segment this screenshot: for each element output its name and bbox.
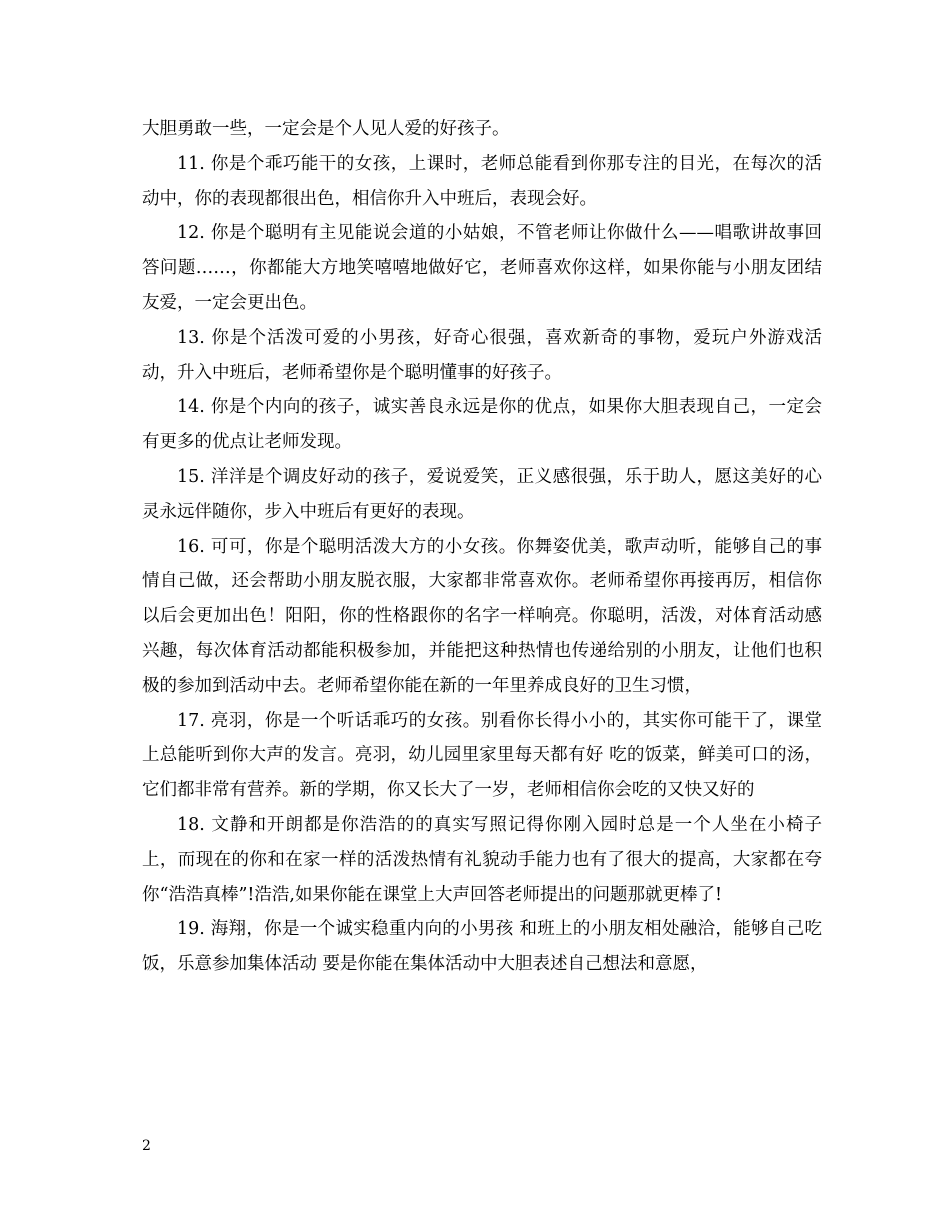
paragraph-item-19: 19. 海翔，你是一个诚实稳重内向的小男孩 和班上的小朋友相处融洽，能够自己吃饭，乐意参加集体活动 要是你能在集体活动中大胆表述自己想法和意愿， (142, 919, 822, 975)
paragraph-item-12: 12. 你是个聪明有主见能说会道的小姑娘，不管老师让你做什么——唱歌讲故事回答问题……，你都能大方地笑嘻嘻地做好它，老师喜欢你这样，如果你能与小朋友团结友爱，一定会更出色。 (142, 223, 822, 313)
paragraph-item-13: 13. 你是个活泼可爱的小男孩，好奇心很强，喜欢新奇的事物，爱玩户外游戏活动，升入中班后，老师希望你是个聪明懂事的好孩子。 (142, 327, 822, 383)
paragraph-item-17: 17. 亮羽，你是一个听话乖巧的女孩。别看你长得小小的，其实你可能干了，课堂上总能听到你大声的发言。亮羽，幼儿园里家里每天都有好 吃的饭菜，鲜美可口的汤，它们都非常有营养。新的学期，你又长大了一岁，老师相信你会吃的又快又好的 (142, 710, 822, 801)
paragraph-item-15: 15. 洋洋是个调皮好动的孩子，爱说爱笑，正义感很强，乐于助人，愿这美好的心灵永远伴随你，步入中班后有更好的表现。 (142, 466, 822, 522)
paragraph-item-11: 11. 你是个乖巧能干的女孩，上课时，老师总能看到你那专注的目光，在每次的活动中，你的表现都很出色，相信你升入中班后，表现会好。 (142, 153, 822, 209)
paragraph-item-16: 16. 可可，你是个聪明活泼大方的小女孩。你舞姿优美，歌声动听，能够自己的事情自己做，还会帮助小朋友脱衣服，大家都非常喜欢你。老师希望你再接再厉，相信你以后会更加出色！阳阳，你的性格跟你的名字一样响亮。你聪明，活泼，对体育活动感兴趣，每次体育活动都能积极参加，并能把这种热情也传递给别的小朋友，让他们也积极的参加到活动中去。老师希望你能在新的一年里养成良好的卫生习惯， (142, 536, 822, 696)
paragraph-continuation: 大胆勇敢一些，一定会是个人见人爱的好孩子。 (142, 119, 510, 139)
paragraph-item-14: 14. 你是个内向的孩子，诚实善良永远是你的优点，如果你大胆表现自己，一定会有更多的优点让老师发现。 (142, 397, 822, 453)
document-body (142, 112, 822, 982)
page-number: 2 (142, 1138, 151, 1154)
paragraph-item-18: 18. 文静和开朗都是你浩浩的的真实写照记得你刚入园时总是一个人坐在小椅子上，而现在的你和在家一样的活泼热情有礼貌动手能力也有了很大的提高，大家都在夸你“浩浩真棒”!浩浩,如果你能在课堂上大声回答老师提出的问题那就更棒了! (142, 814, 822, 905)
